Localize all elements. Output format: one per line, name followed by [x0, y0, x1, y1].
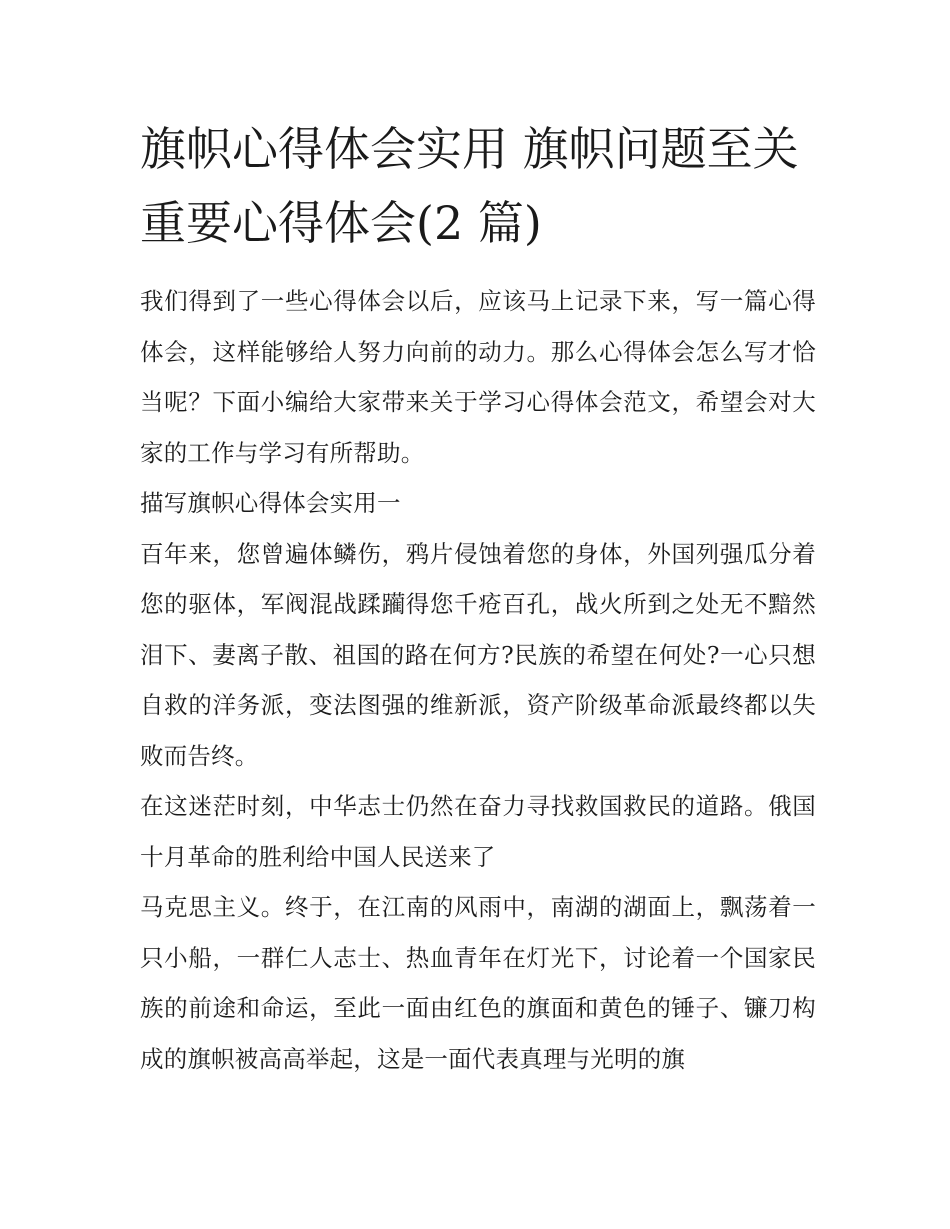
document-page — [140, 112, 816, 1084]
intro-paragraph: 我们得到了一些心得体会以后，应该马上记录下来，写一篇心得体会，这样能够给人努力向前的动力。那么心得体会怎么写才恰当呢？下面小编给大家带来关于学习心得体会范文，希望会对大家的工作与学习有所帮助。 — [140, 287, 816, 467]
body-paragraph: 在这迷茫时刻，中华志士仍然在奋力寻找救国救民的道路。俄国十月革命的胜利给中国人民送来了 — [140, 792, 816, 871]
document-title: 旗帜心得体会实用 旗帜问题至关重要心得体会(2 篇) — [140, 122, 799, 250]
section-heading: 描写旗帜心得体会实用一 — [140, 489, 401, 517]
body-paragraph: 百年来，您曾遍体鳞伤，鸦片侵蚀着您的身体，外国列强瓜分着您的驱体，军阀混战蹂躏得您千疮百孔，战火所到之处无不黯然泪下、妻离子散、祖国的路在何方?民族的希望在何处?一心只想自救的洋务派，变法图强的维新派，资产阶级革命派最终都以失败而告终。 — [140, 539, 816, 770]
body-paragraph: 马克思主义。终于，在江南的风雨中，南湖的湖面上，飘荡着一只小船，一群仁人志士、热血青年在灯光下，讨论着一个国家民族的前途和命运，至此一面由红色的旗面和黄色的锤子、镰刀构成的旗帜被高高举起，这是一面代表真理与光明的旗 — [140, 893, 816, 1073]
